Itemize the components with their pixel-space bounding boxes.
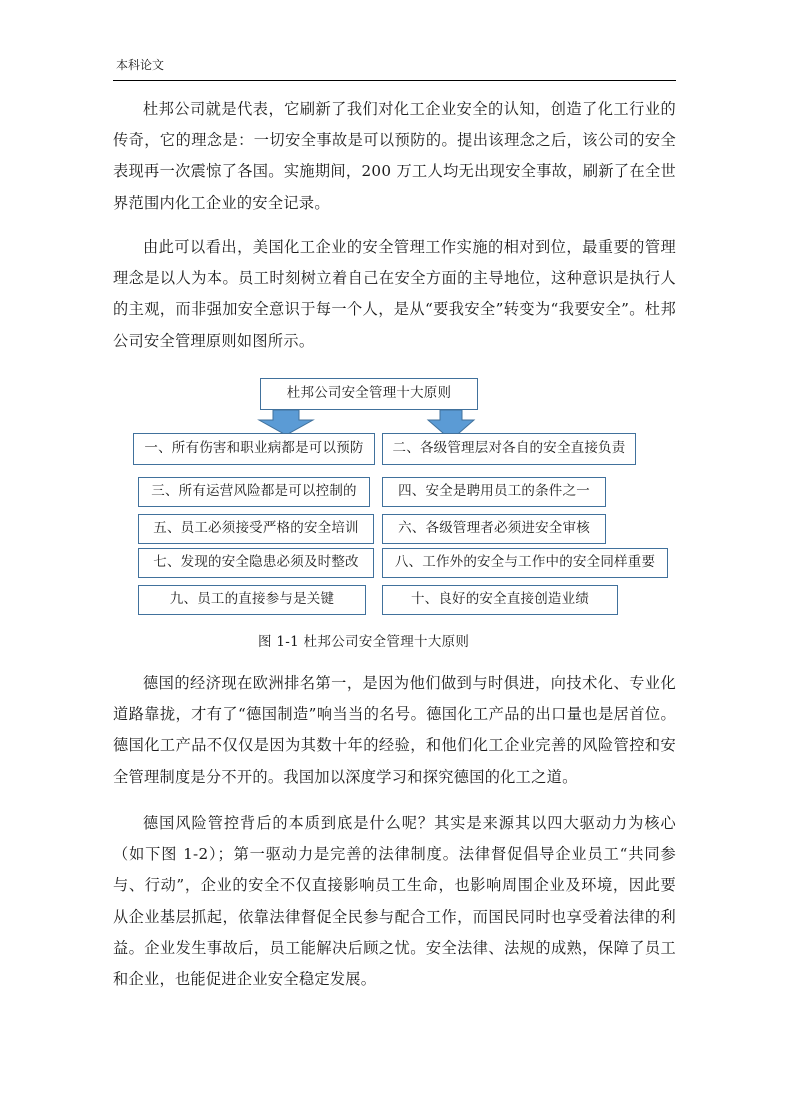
principle-box-5: 五、员工必须接受严格的安全培训 (138, 514, 374, 544)
principle-box-8: 八、工作外的安全与工作中的安全同样重要 (382, 548, 668, 578)
principle-box-2: 二、各级管理层对各自的安全直接负责 (382, 433, 636, 465)
principle-box-10: 十、良好的安全直接创造业绩 (382, 585, 618, 615)
principle-box-3: 三、所有运营风险都是可以控制的 (138, 477, 370, 507)
paragraph-dupont-intro: 杜邦公司就是代表，它刷新了我们对化工企业安全的认知，创造了化工行业的传奇，它的理念是：一切安全事故是可以预防的。提出该理念之后，该公司的安全表现再一次震惊了各国。实施期间，200 万工人均无出现安全事故，刷新了在全世界范围内化工企业的安全记录。 (113, 100, 676, 212)
principle-box-7: 七、发现的安全隐患必须及时整改 (138, 548, 374, 578)
header-rule (113, 80, 676, 81)
principle-box-1: 一、所有伤害和职业病都是可以预防 (133, 433, 375, 465)
down-arrow-left (259, 410, 313, 435)
running-header: 本科论文 (116, 58, 165, 72)
diagram-title-box: 杜邦公司安全管理十大原则 (260, 378, 478, 410)
principle-box-6: 六、各级管理者必须进安全审核 (382, 514, 606, 544)
principle-box-9: 九、员工的直接参与是关键 (138, 585, 366, 615)
principle-box-4: 四、安全是聘用员工的条件之一 (382, 477, 606, 507)
paragraph-people-oriented: 由此可以看出，美国化工企业的安全管理工作实施的相对到位，最重要的管理理念是以人为本。员工时刻树立着自己在安全方面的主导地位，这种意识是执行人的主观，而非强加安全意识于每一个人，是从“要我安全”转变为“我要安全”。杜邦公司安全管理原则如图所示。 (113, 238, 676, 350)
figure-caption: 图 1-1 杜邦公司安全管理十大原则 (258, 634, 470, 650)
paragraph-germany-economy: 德国的经济现在欧洲排名第一，是因为他们做到与时俱进，向技术化、专业化道路靠拢，才有了“德国制造”响当当的名号。德国化工产品的出口量也是居首位。德国化工产品不仅仅是因为其数十年的经验，和他们化工企业完善的风险管控和安全管理制度是分不开的。我国加以深度学习和探究德国的化工之道。 (113, 674, 676, 786)
paragraph-germany-risk-control: 德国风险管控背后的本质到底是什么呢？其实是来源其以四大驱动力为核心（如下图 1-2）；第一驱动力是完善的法律制度。法律督促倡导企业员工“共同参与、行动”，企业的安全不仅直接影响员工生命，也影响周围企业及环境，因此要从企业基层抓起，依靠法律督促全民参与配合工作，而国民同时也享受着法律的利益。企业发生事故后，员工能解决后顾之忧。安全法律、法规的成熟，保障了员工和企业，也能促进企业安全稳定发展。 (113, 814, 676, 989)
